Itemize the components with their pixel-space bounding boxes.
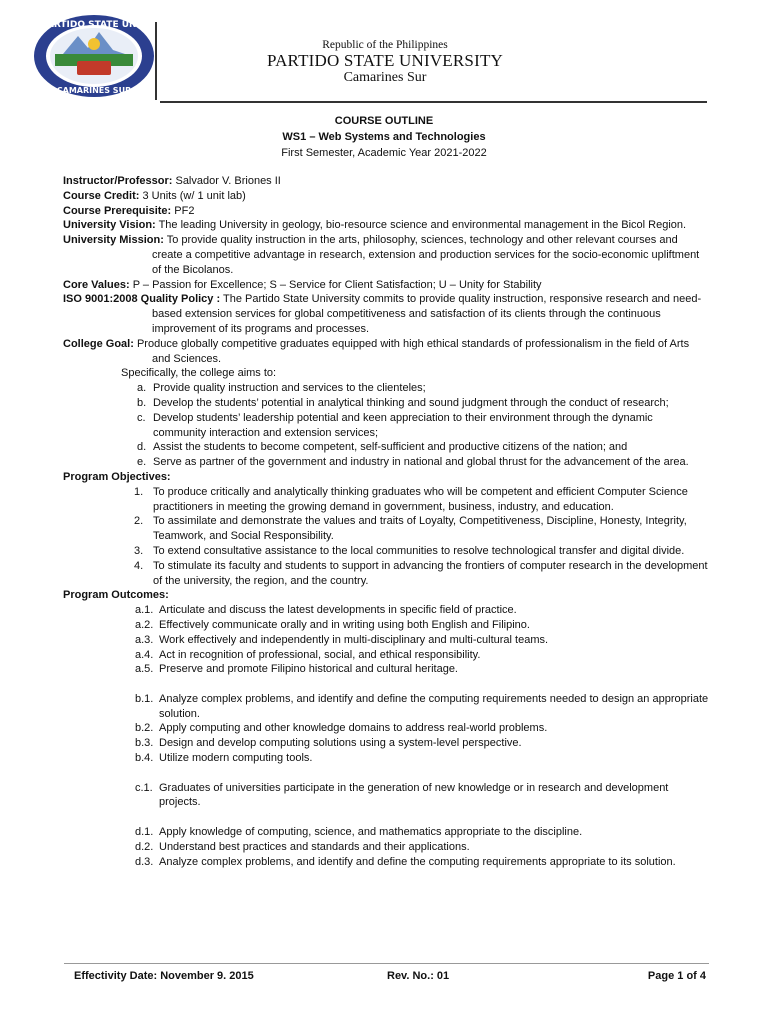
list-item: a.4. Act in recognition of professional, social, and ethical responsibility. xyxy=(135,648,481,661)
instructor-line: Instructor/Professor: Salvador V. Briones II xyxy=(63,175,281,187)
svg-text:PARTIDO STATE UNIV: PARTIDO STATE UNIV xyxy=(41,20,147,30)
footer-divider xyxy=(64,963,709,964)
outcomes-list xyxy=(63,603,709,869)
university-seal xyxy=(33,14,155,98)
list-item: d.1. Apply knowledge of computing, science, and mathematics appropriate to the discipline. xyxy=(135,826,583,839)
list-item: c.1. Graduates of universities participate in the generation of new knowledge or in research and development projects. xyxy=(135,781,669,809)
list-item: a.1. Articulate and discuss the latest developments in specific field of practice. xyxy=(135,604,517,617)
page-footer xyxy=(74,970,706,984)
mission-line: University Mission: To provide quality instruction in the arts, philosophy, sciences, technology and other relevant courses and create a competitive advantage in research, extension and production services for the socio-economic upliftment of the Bicolanos. xyxy=(63,234,700,276)
republic-line: Republic of the Philippines xyxy=(322,39,448,51)
list-item: b.4. Utilize modern computing tools. xyxy=(135,752,313,765)
list-item: e. Serve as partner of the government and industry in national and global thrust for the advancement of the area. xyxy=(137,456,689,469)
effectivity-date: Effectivity Date: November 9. 2015 xyxy=(74,970,254,982)
quality-policy-line: ISO 9001:2008 Quality Policy : The Partido State University commits to provide quality instruction, responsive research and need-based extension services for global competitiveness and satisfaction of its clients through the continuous improvement of its programs and processes. xyxy=(63,293,702,335)
list-item: a.2. Effectively communicate orally and in writing using both English and Filipino. xyxy=(135,618,530,631)
objectives-list xyxy=(63,485,709,589)
list-item: b. Develop the students’ potential in analytical thinking and sound judgment through the conduct of research; xyxy=(137,396,669,409)
prerequisite-line: Course Prerequisite: PF2 xyxy=(63,204,195,217)
course-title: WS1 – Web Systems and Technologies xyxy=(282,131,486,143)
aims-list xyxy=(63,381,709,470)
list-item: 3. To extend consultative assistance to the local communities to resolve technological transfer and digital divide. xyxy=(134,544,685,557)
list-item: d.2. Understand best practices and standards and their applications. xyxy=(135,840,470,853)
revision-number: Rev. No.: 01 xyxy=(387,970,450,982)
svg-text:CAMARINES SUR: CAMARINES SUR xyxy=(56,86,132,95)
university-name: PARTIDO STATE UNIVERSITY xyxy=(266,51,504,70)
province-line: Camarines Sur xyxy=(343,70,427,85)
academic-term: First Semester, Academic Year 2021-2022 xyxy=(281,147,487,159)
core-values-line: Core Values: P – Passion for Excellence; S – Service for Client Satisfaction; U – Unity for Stability xyxy=(63,278,542,291)
header-vertical-divider xyxy=(155,22,157,100)
college-goal-line: College Goal: Produce globally competitive graduates equipped with high ethical standards of professionalism in the field of Arts and Sciences. xyxy=(63,337,690,365)
specifically-line: Specifically, the college aims to: xyxy=(121,367,277,380)
list-item: c. Develop students’ leadership potential and keen appreciation to their environment through the dynamic community interaction and extension services; xyxy=(137,411,653,439)
list-item: b.3. Design and develop computing solutions using a system-level perspective. xyxy=(135,737,522,750)
page-number: Page 1 of 4 xyxy=(647,970,706,982)
list-item: 4. To stimulate its faculty and students to support in advancing the frontiers of computer research in the development of the university, the region, and the country. xyxy=(134,559,708,587)
list-item: b.1. Analyze complex problems, and identify and define the computing requirements needed to design an appropriate solution. xyxy=(135,692,709,720)
list-item: a.5. Preserve and promote Filipino historical and cultural heritage. xyxy=(135,663,458,676)
list-item: a.3. Work effectively and independently in multi-disciplinary and multi-cultural teams. xyxy=(135,633,549,646)
document-heading: COURSE OUTLINE xyxy=(334,115,434,127)
list-item: d. Assist the students to become competent, self-sufficient and productive citizens of the nation; and xyxy=(137,441,628,454)
objectives-heading: Program Objectives: xyxy=(63,470,171,483)
list-item: a. Provide quality instruction and services to the clienteles; xyxy=(137,382,426,395)
course-outline-body xyxy=(63,174,709,869)
list-item: d.3. Analyze complex problems, and identify and define the computing requirements appropriate to its solution. xyxy=(135,855,676,868)
list-item: 2. To assimilate and demonstrate the values and traits of Loyalty, Competitiveness, Discipline, Honesty, Integrity, Teamwork, and Social Responsibility. xyxy=(134,515,687,543)
header-horizontal-divider xyxy=(160,101,707,103)
vision-line: University Vision: The leading University in geology, bio-resource science and environmental management in the Bicol Region. xyxy=(63,219,687,232)
credit-line: Course Credit: 3 Units (w/ 1 unit lab) xyxy=(63,189,246,202)
outcomes-heading: Program Outcomes: xyxy=(63,589,169,602)
list-item: b.2. Apply computing and other knowledge domains to address real-world problems. xyxy=(135,722,548,735)
list-item: 1. To produce critically and analytically thinking graduates who will be competent and efficient Computer Science practitioners in meeting the growing demand in government, business, industry, and education. xyxy=(134,485,688,513)
